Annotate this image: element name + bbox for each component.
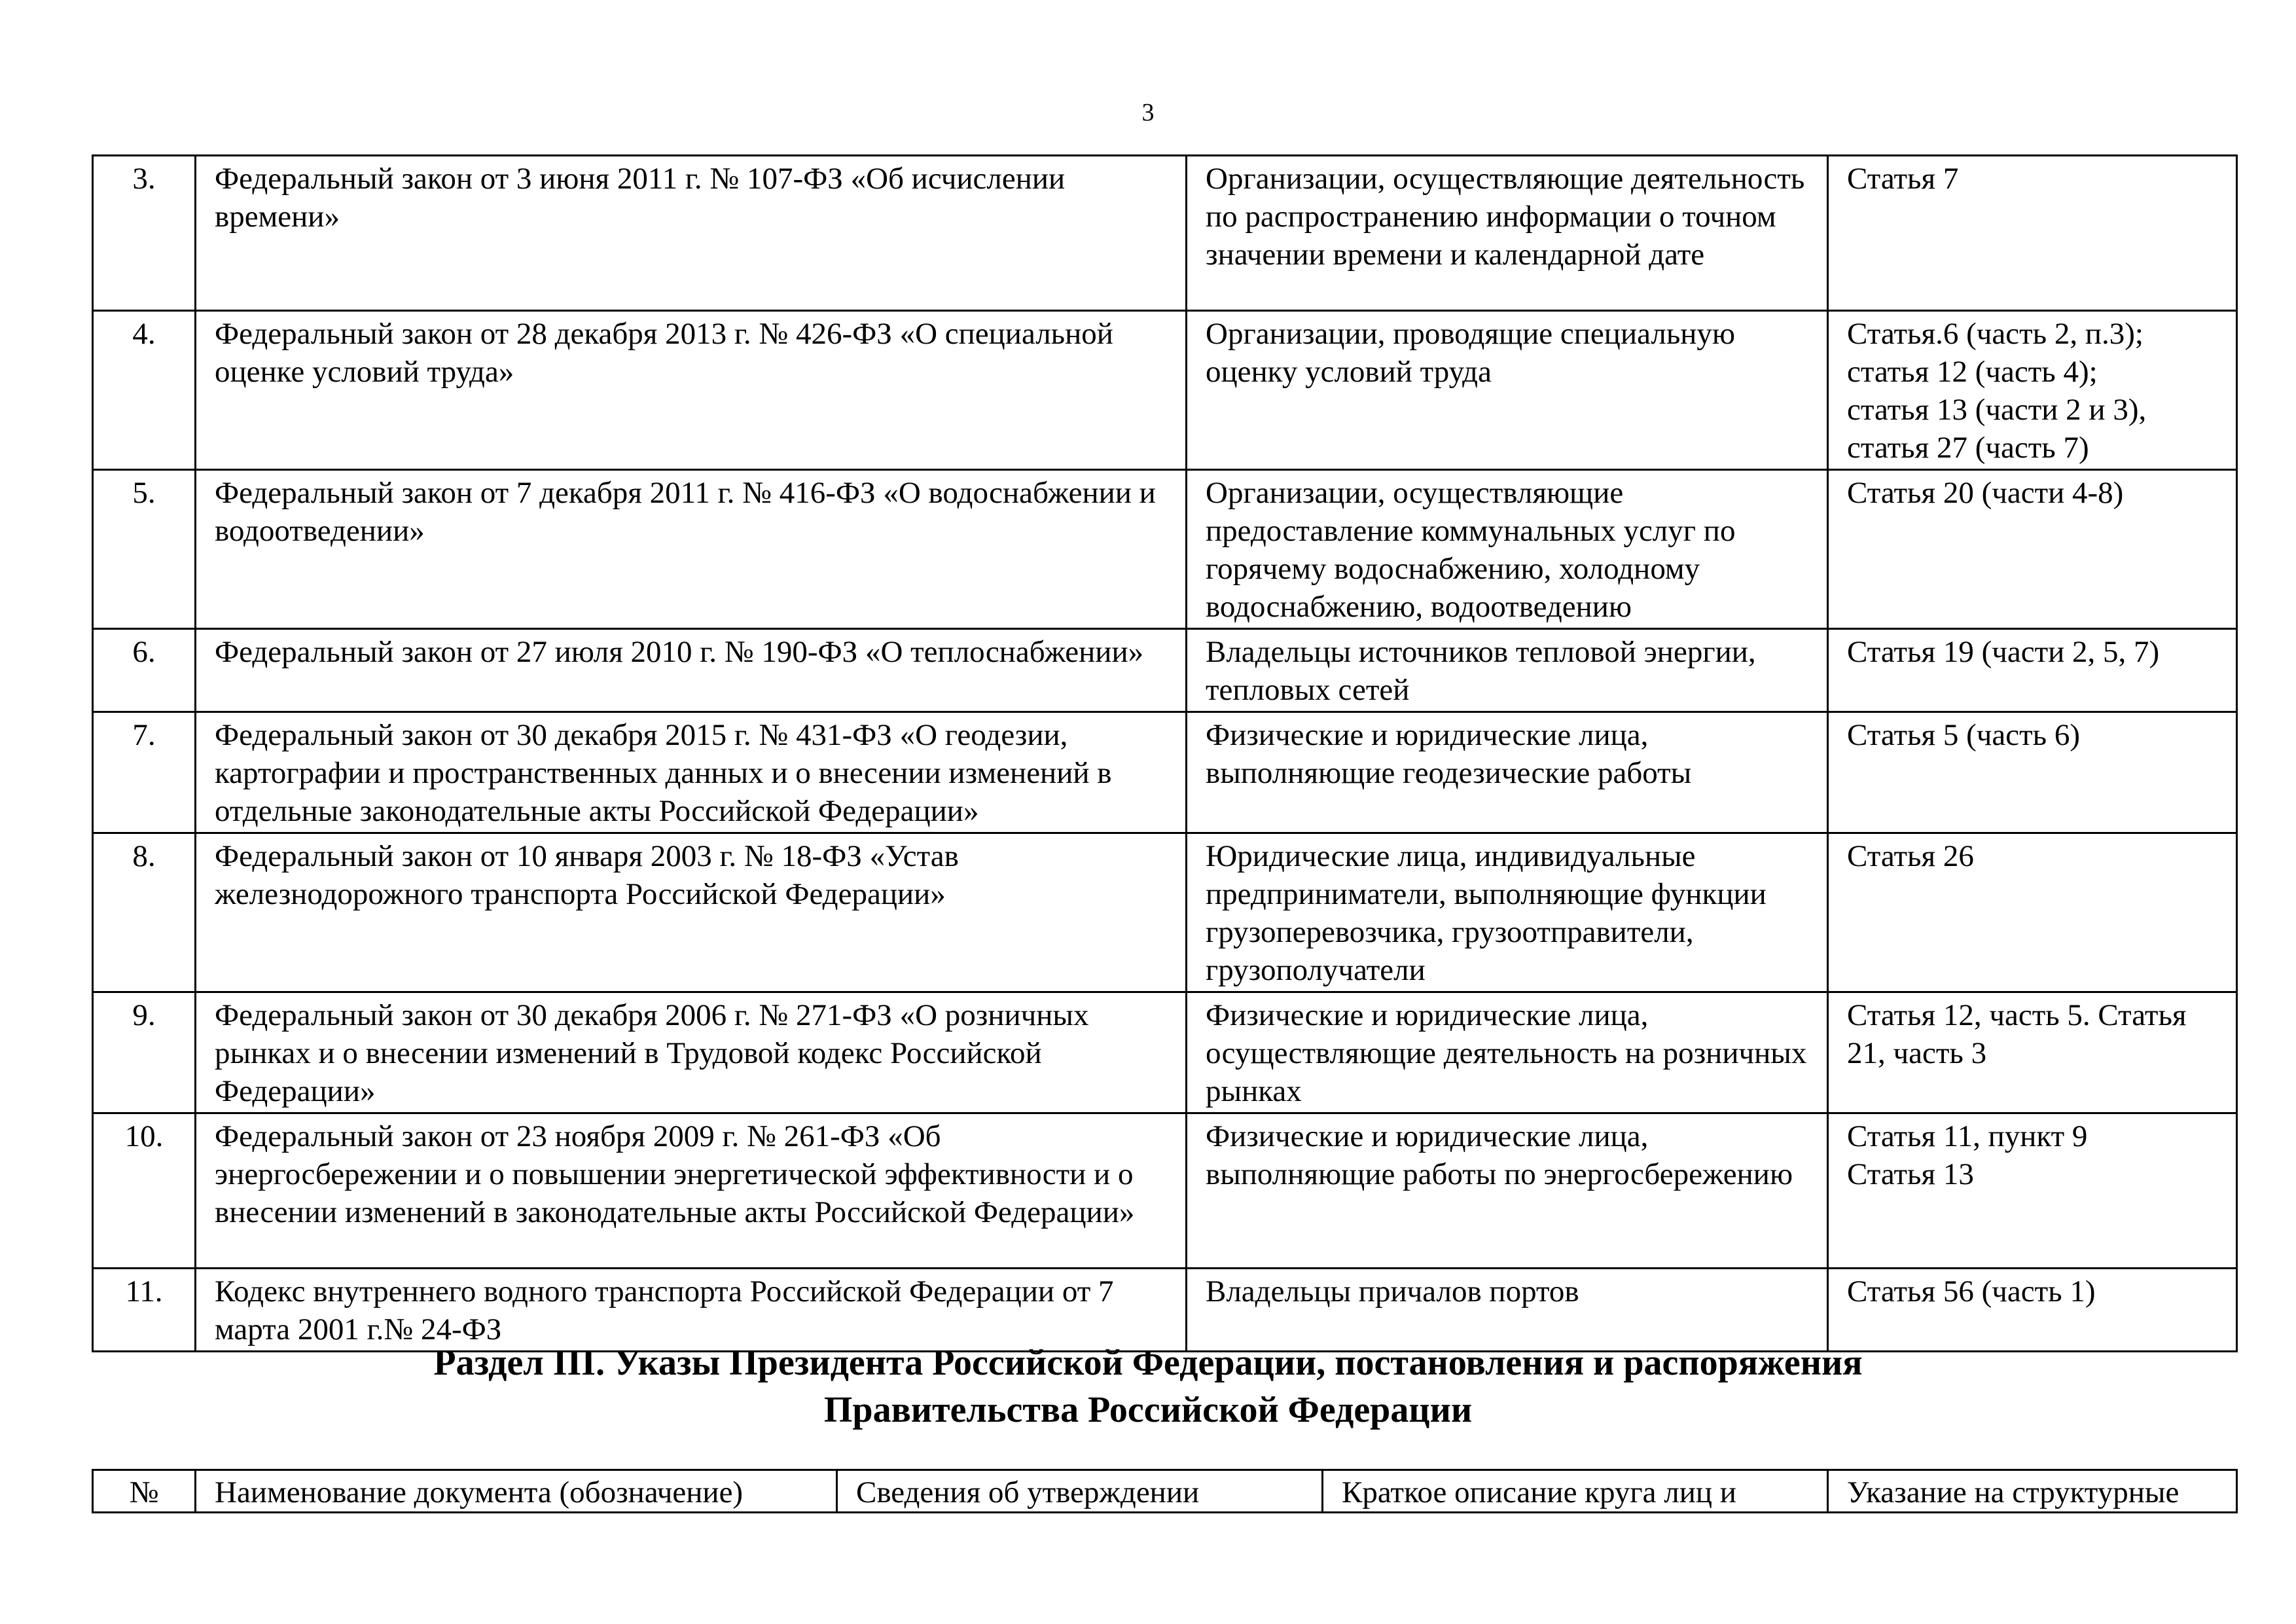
row-number: 8. — [93, 833, 196, 992]
document-name: Федеральный закон от 23 ноября 2009 г. № 261-ФЗ «Об энергосбережении и о повышении энергетической эффективности и о внесении изменений в законодательные акты Российской Федерации» — [196, 1113, 1187, 1269]
document-name: Федеральный закон от 27 июля 2010 г. № 190-ФЗ «О теплоснабжении» — [196, 629, 1187, 712]
row-number: 3. — [93, 156, 196, 311]
articles-reference — [1828, 629, 2237, 712]
column-header-structural: Указание на структурные — [1828, 1470, 2237, 1513]
article-line: статья 13 (части 2 и 3), — [1847, 393, 2147, 427]
column-header-name: Наименование документа (обозначение) — [196, 1470, 837, 1513]
document-name: Федеральный закон от 3 июня 2011 г. № 107-ФЗ «Об исчислении времени» — [196, 156, 1187, 311]
document-name: Федеральный закон от 30 декабря 2015 г. № 431-ФЗ «О геодезии, картографии и пространственных данных и о внесении изменений в отдельные законодательные акты Российской Федерации» — [196, 712, 1187, 833]
section-title — [0, 1339, 2296, 1434]
document-name: Федеральный закон от 28 декабря 2013 г. № 426-ФЗ «О специальной оценке условий труда» — [196, 311, 1187, 470]
row-number: 7. — [93, 712, 196, 833]
article-line: Статья 56 (часть 1) — [1847, 1274, 2096, 1308]
table-row — [93, 712, 2237, 833]
table-header-row — [93, 1470, 2237, 1513]
article-line: Статья 19 (части 2, 5, 7) — [1847, 635, 2160, 669]
articles-reference — [1828, 712, 2237, 833]
row-number: 5. — [93, 470, 196, 629]
article-line: Статья 20 (части 4-8) — [1847, 476, 2124, 510]
document-name: Кодекс внутреннего водного транспорта Российской Федерации от 7 марта 2001 г.№ 24-ФЗ — [196, 1269, 1187, 1352]
table-row — [93, 1113, 2237, 1269]
articles-reference — [1828, 833, 2237, 992]
articles-reference — [1828, 470, 2237, 629]
subjects-description: Физические и юридические лица, выполняющие геодезические работы — [1187, 712, 1828, 833]
articles-reference — [1828, 992, 2237, 1113]
row-number: 11. — [93, 1269, 196, 1352]
page-number: 3 — [1141, 99, 1155, 126]
article-line: статья 27 (часть 7) — [1847, 431, 2089, 465]
article-line: статья 12 (часть 4); — [1847, 355, 2098, 389]
article-line: Статья 13 — [1847, 1157, 1974, 1191]
article-line: Статья 12, часть 5. Статья 21, часть 3 — [1847, 998, 2187, 1070]
table-row — [93, 311, 2237, 470]
articles-reference — [1828, 1113, 2237, 1269]
article-line: Статья 11, пункт 9 — [1847, 1119, 2088, 1153]
table-row — [93, 156, 2237, 311]
article-line: Статья 26 — [1847, 839, 1974, 873]
column-header-description: Краткое описание круга лиц и — [1323, 1470, 1828, 1513]
table-row — [93, 470, 2237, 629]
subjects-description: Юридические лица, индивидуальные предприниматели, выполняющие функции грузоперевозчика, грузоотправители, грузополучатели — [1187, 833, 1828, 992]
subjects-description: Владельцы источников тепловой энергии, тепловых сетей — [1187, 629, 1828, 712]
document-name: Федеральный закон от 7 декабря 2011 г. № 416-ФЗ «О водоснабжении и водоотведении» — [196, 470, 1187, 629]
column-header-number: № — [93, 1470, 196, 1513]
section-title-line: Правительства Российской Федерации — [823, 1390, 1473, 1430]
article-line: Статья.6 (часть 2, п.3); — [1847, 317, 2144, 351]
section-title-line: Раздел III. Указы Президента Российской Федерации, постановления и распоряжения — [433, 1343, 1863, 1383]
subjects-description: Владельцы причалов портов — [1187, 1269, 1828, 1352]
table-row — [93, 629, 2237, 712]
table-row — [93, 992, 2237, 1113]
column-header-approval: Сведения об утверждении — [837, 1470, 1323, 1513]
article-line: Статья 7 — [1847, 162, 1959, 196]
subjects-description: Организации, проводящие специальную оценку условий труда — [1187, 311, 1828, 470]
document-name: Федеральный закон от 30 декабря 2006 г. № 271-ФЗ «О розничных рынках и о внесении изменений в Трудовой кодекс Российской Федерации» — [196, 992, 1187, 1113]
article-line: Статья 5 (часть 6) — [1847, 718, 2080, 752]
table-row — [93, 833, 2237, 992]
row-number: 10. — [93, 1113, 196, 1269]
decrees-table — [92, 1469, 2238, 1513]
subjects-description: Организации, осуществляющие предоставление коммунальных услуг по горячему водоснабжению, холодному водоснабжению, водоотведению — [1187, 470, 1828, 629]
articles-reference — [1828, 311, 2237, 470]
subjects-description: Физические и юридические лица, осуществляющие деятельность на розничных рынках — [1187, 992, 1828, 1113]
laws-table — [92, 154, 2238, 1352]
row-number: 4. — [93, 311, 196, 470]
articles-reference — [1828, 156, 2237, 311]
row-number: 6. — [93, 629, 196, 712]
document-name: Федеральный закон от 10 января 2003 г. № 18-ФЗ «Устав железнодорожного транспорта Российской Федерации» — [196, 833, 1187, 992]
subjects-description: Организации, осуществляющие деятельность по распространению информации о точном значении времени и календарной дате — [1187, 156, 1828, 311]
subjects-description: Физические и юридические лица, выполняющие работы по энергосбережению — [1187, 1113, 1828, 1269]
row-number: 9. — [93, 992, 196, 1113]
